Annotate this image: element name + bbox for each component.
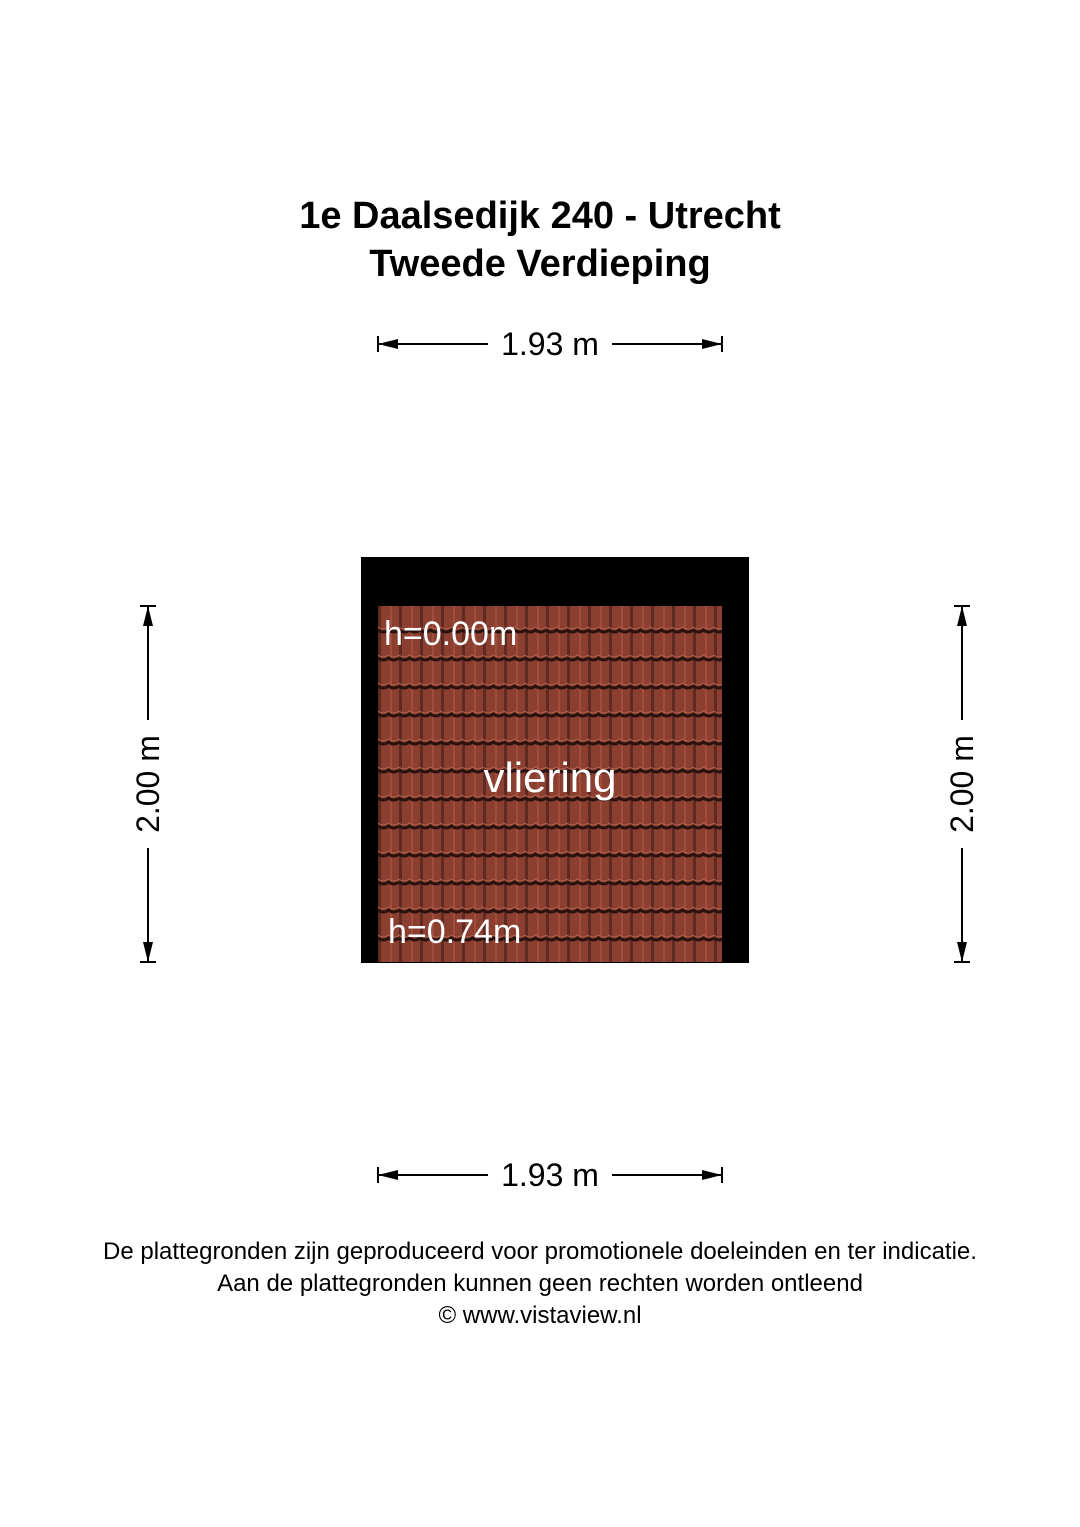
floor-title: Tweede Verdieping xyxy=(369,243,711,285)
dimension-left-label: 2.00 m xyxy=(130,735,166,833)
address-title: 1e Daalsedijk 240 - Utrecht xyxy=(299,195,781,237)
disclaimer-line-1: De plattegronden zijn geproduceerd voor promotionele doeleinden en ter indicatie. xyxy=(103,1238,977,1265)
dimension-bottom-label: 1.93 m xyxy=(501,1157,599,1193)
dimension-top-label: 1.93 m xyxy=(501,326,599,362)
disclaimer xyxy=(0,1236,1080,1332)
room-height-bottom: h=0.74m xyxy=(388,913,522,951)
room-name: vliering xyxy=(483,754,617,801)
room-height-top: h=0.00m xyxy=(384,615,518,653)
copyright-link: © www.vistaview.nl xyxy=(438,1302,642,1329)
dimension-right-label: 2.00 m xyxy=(944,735,980,833)
disclaimer-line-2: Aan de plattegronden kunnen geen rechten worden ontleend xyxy=(217,1270,863,1297)
